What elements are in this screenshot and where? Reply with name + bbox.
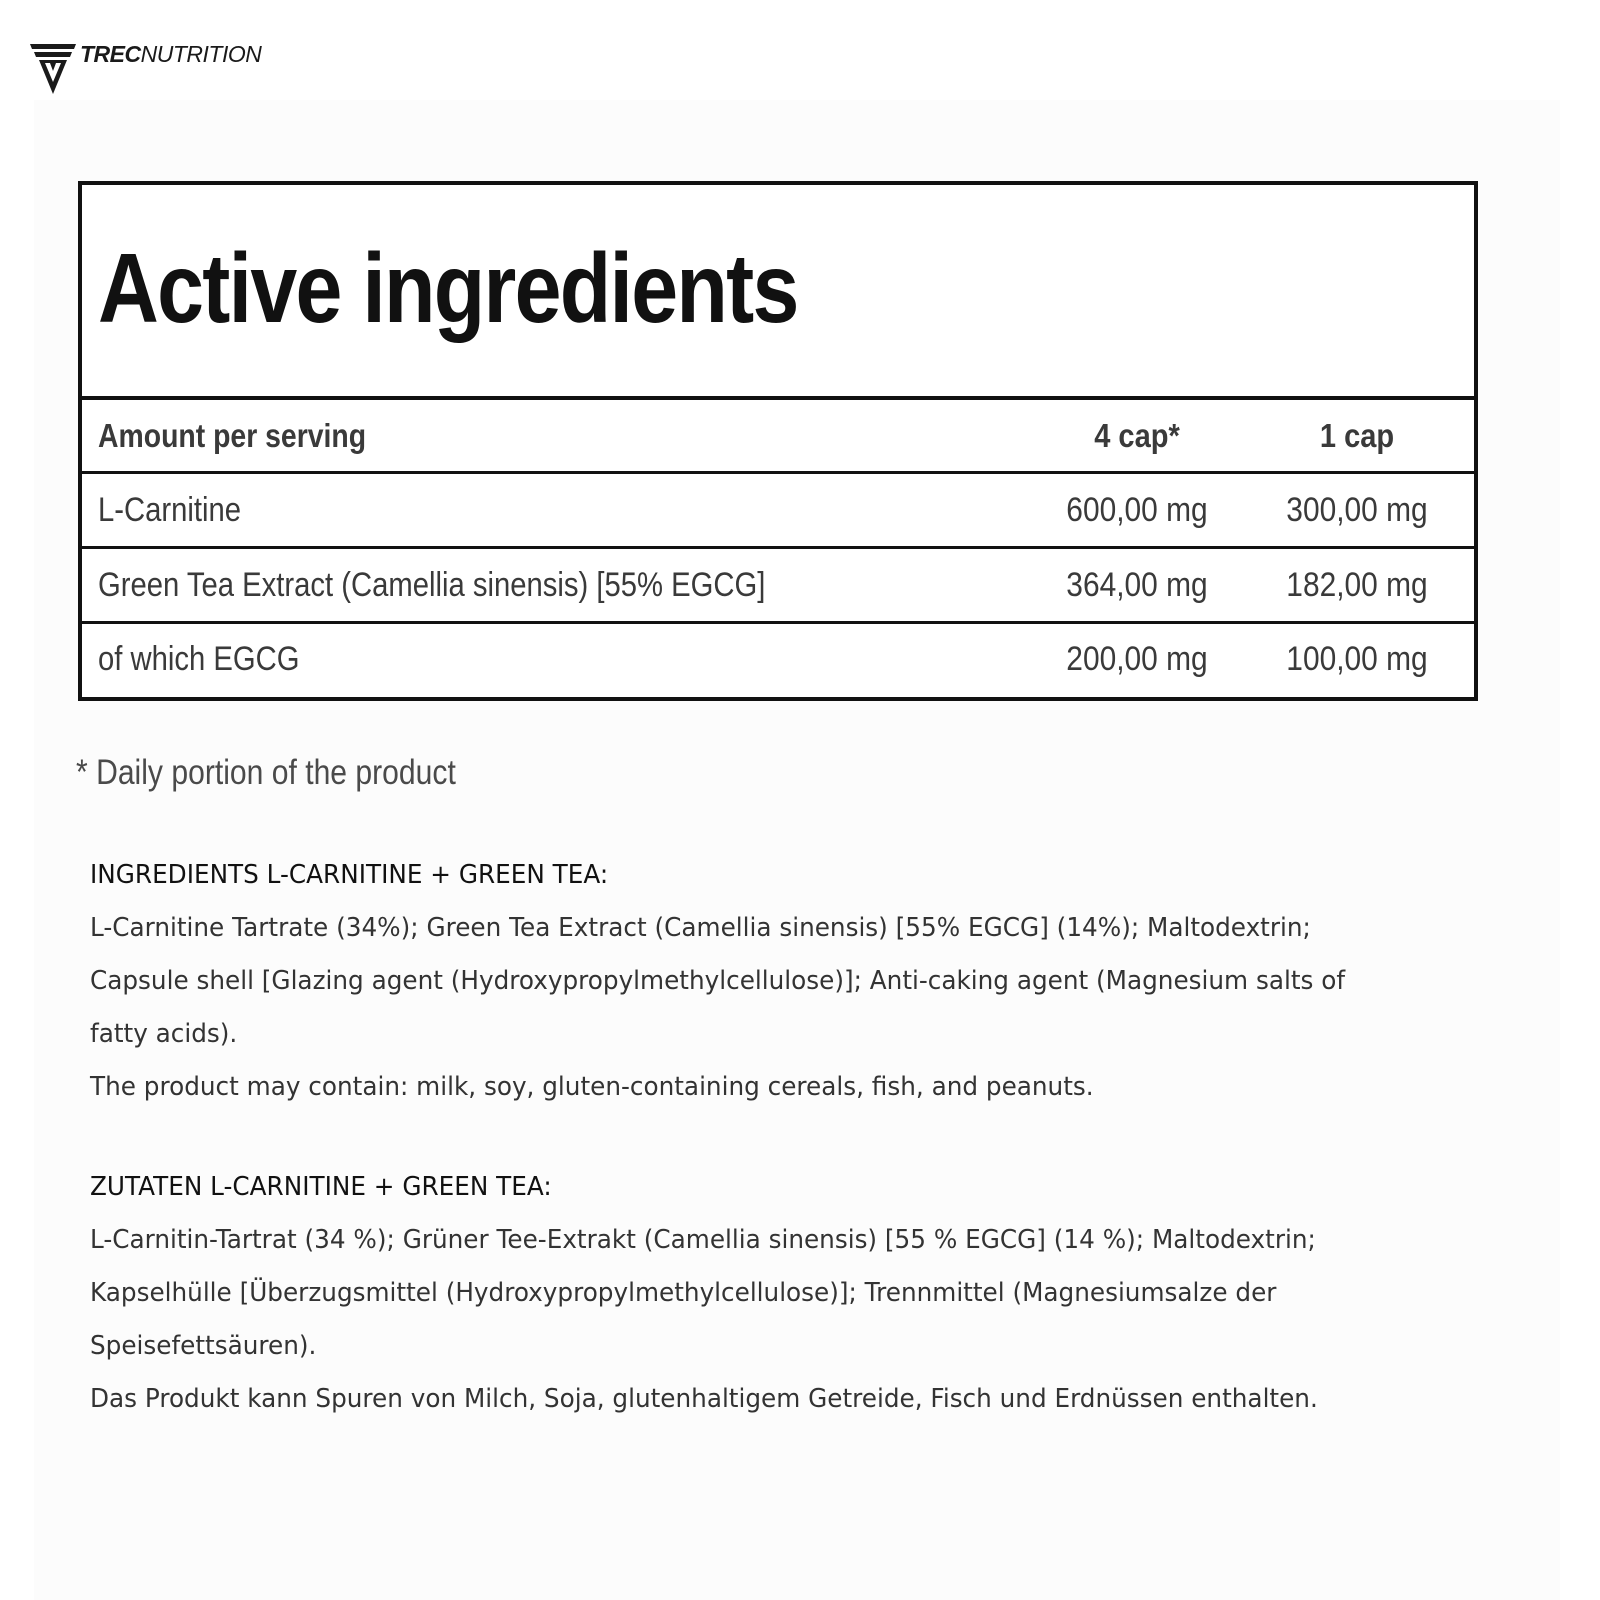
amount-1cap: 100,00 mg (1286, 640, 1428, 678)
ingredient-name: L-Carnitine (98, 491, 242, 529)
header-col-1cap: 1 cap (1319, 417, 1395, 454)
ingredients-en-line: fatty acids). (90, 1019, 238, 1049)
brand-name-bold: TREC (80, 41, 141, 67)
table-title: Active ingredients (98, 233, 798, 343)
amount-4cap: 364,00 mg (1066, 566, 1208, 604)
active-ingredients-table (78, 181, 1478, 701)
ingredients-de-section (90, 1161, 1490, 1426)
brand-wordmark (80, 41, 261, 67)
amount-4cap: 200,00 mg (1066, 640, 1208, 678)
ingredient-name: of which EGCG (98, 640, 300, 678)
ingredients-de-line: L-Carnitin-Tartrat (34 %); Grüner Tee-Extrakt (Camellia sinensis) [55 % EGCG] (14 %); Maltodextrin; (90, 1225, 1316, 1255)
amount-1cap: 300,00 mg (1286, 491, 1428, 529)
trec-logo-icon (30, 38, 78, 96)
table-header-row (82, 400, 1474, 472)
header-col-4cap: 4 cap* (1094, 417, 1180, 454)
table-row (82, 549, 1474, 621)
ingredients-en-line: L-Carnitine Tartrate (34%); Green Tea Extract (Camellia sinensis) [55% EGCG] (14%); Maltodextrin; (90, 913, 1311, 943)
amount-1cap: 182,00 mg (1286, 566, 1428, 604)
brand-name-light: NUTRITION (140, 41, 262, 67)
brand-logo (30, 38, 261, 98)
ingredients-en-section (90, 849, 1490, 1114)
header-amount-per-serving: Amount per serving (98, 417, 367, 454)
amount-4cap: 600,00 mg (1066, 491, 1208, 529)
ingredients-de-heading: ZUTATEN L-CARNITINE + GREEN TEA: (90, 1172, 552, 1202)
allergen-note-de: Das Produkt kann Spuren von Milch, Soja, glutenhaltigem Getreide, Fisch und Erdnüssen enthalten. (90, 1384, 1318, 1414)
ingredient-name: Green Tea Extract (Camellia sinensis) [55% EGCG] (98, 566, 766, 604)
allergen-note-en: The product may contain: milk, soy, gluten-containing cereals, fish, and peanuts. (90, 1072, 1094, 1102)
table-row (82, 623, 1474, 695)
daily-portion-footnote: * Daily portion of the product (76, 753, 456, 792)
ingredients-de-line: Speisefettsäuren). (90, 1331, 317, 1361)
ingredients-en-heading: INGREDIENTS L-CARNITINE + GREEN TEA: (90, 860, 609, 890)
ingredients-de-line: Kapselhülle [Überzugsmittel (Hydroxypropylmethylcellulose)]; Trennmittel (Magnesiumsalze der (90, 1278, 1277, 1308)
table-row (82, 474, 1474, 546)
ingredients-en-line: Capsule shell [Glazing agent (Hydroxypropylmethylcellulose)]; Anti-caking agent (Magnesium salts of (90, 966, 1346, 996)
